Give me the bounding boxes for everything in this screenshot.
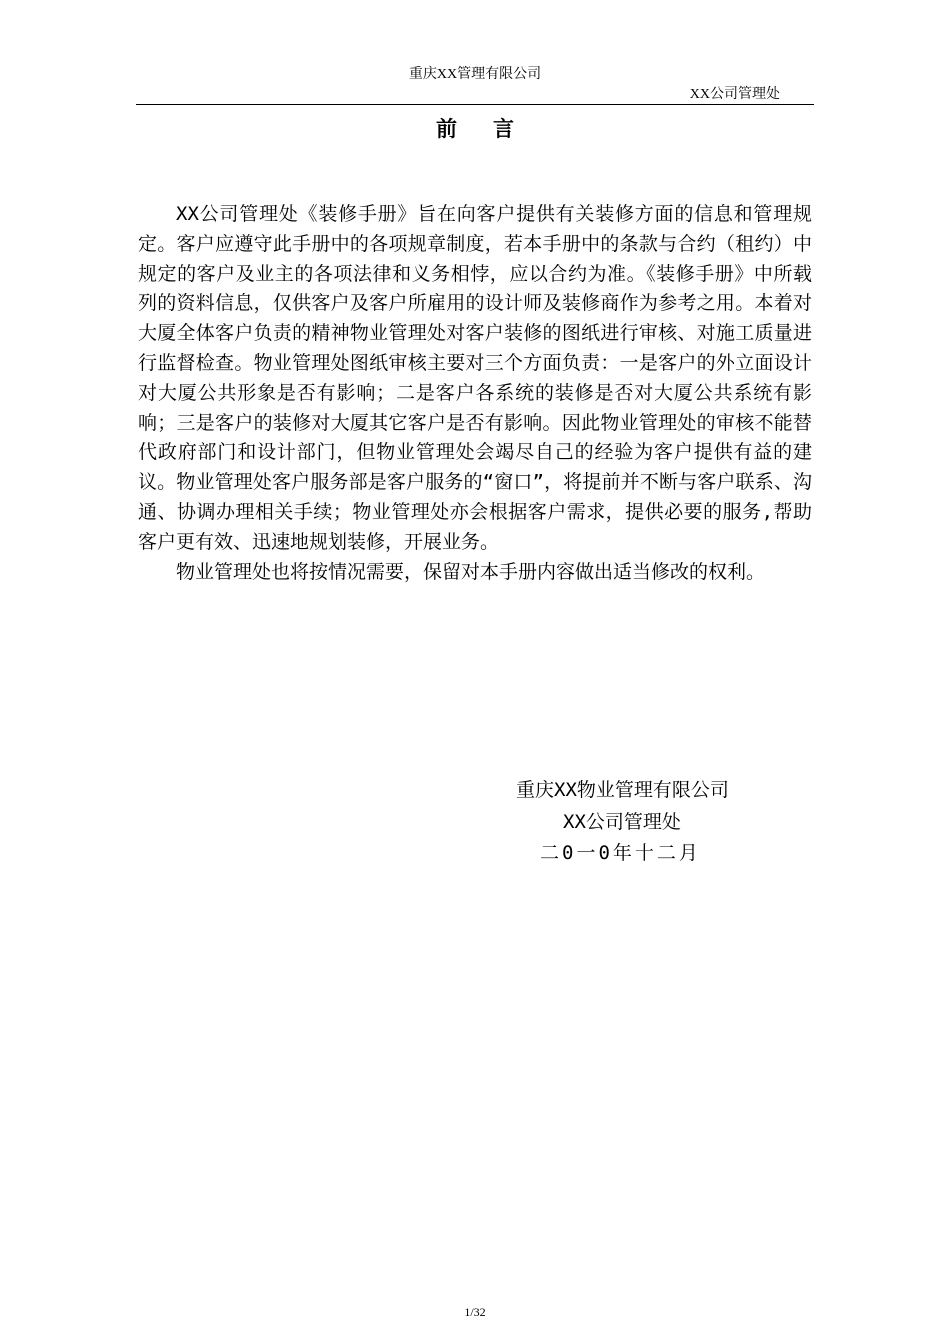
body-text — [138, 200, 812, 587]
document-title: 前言 — [436, 117, 550, 141]
body-paragraph-2: 物业管理处也将按情况需要，保留对本手册内容做出适当修改的权利。 — [176, 560, 766, 583]
signature-date: 二0一0年十二月 — [540, 842, 701, 864]
page-number: 1/32 — [464, 1305, 486, 1319]
header-company-name: 重庆XX管理有限公司 — [408, 67, 542, 82]
signature-company: 重庆XX物业管理有限公司 — [516, 779, 729, 801]
header-divider — [136, 104, 814, 105]
signature-department: XX公司管理处 — [563, 811, 681, 833]
body-paragraph-1: XX公司管理处《装修手册》旨在向客户提供有关装修方面的信息和管理规定。客户应遵守此手册中的各项规章制度，若本手册中的条款与合约（租约）中规定的客户及业主的各项法律和义务相悖，应以合约为准。《装修手册》中所载列的资料信息，仅供客户及客户所雇用的设计师及装修商作为参考之用。本着对大厦全体客户负责的精神物业管理处对客户装修的图纸进行审核、对施工质量进行监督检查。物业管理处图纸审核主要对三个方面负责：一是客户的外立面设计对大厦公共形象是否有影响；二是客户各系统的装修是否对大厦公共系统有影响；三是客户的装修对大厦其它客户是否有影响。因此物业管理处的审核不能替代政府部门和设计部门，但物业管理处会竭尽自己的经验为客户提供有益的建议。物业管理处客户服务部是客户服务的“窗口”，将提前并不断与客户联系、沟通、协调办理相关手续；物业管理处亦会根据客户需求，提供必要的服务,帮助客户更有效、迅速地规划装修，开展业务。 — [138, 203, 812, 553]
header-department-name: XX公司管理处 — [689, 87, 780, 102]
